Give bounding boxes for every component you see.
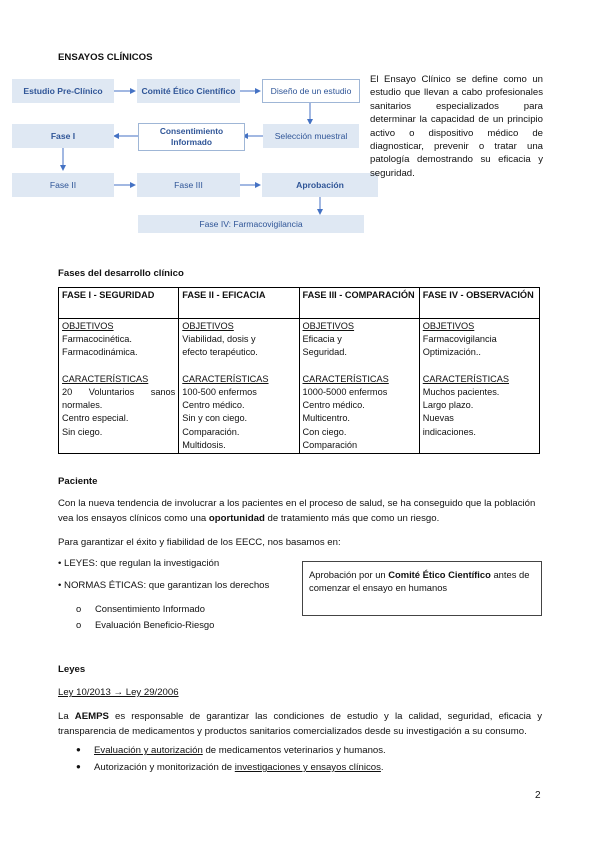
flow-box-diseno: Diseño de un estudio [262, 79, 360, 103]
text: antes de comenzar el ensayo en humanos [309, 569, 530, 594]
caracteristicas-label: CARACTERÍSTICAS [302, 373, 389, 384]
text: Autorización y monitorización de [94, 762, 235, 773]
intro-definition: El Ensayo Clínico se define como un estudio que llevan a cabo profesionales sanitarios especializados para determinar la capacidad de un principio activo o dispositivo médico de diagnosticar, prevenir o tratar una patología demostrando su eficacia y seguridad. [370, 74, 543, 179]
page-number: 2 [535, 790, 541, 801]
flow-box-aprobacion: Aprobación [262, 173, 378, 197]
cell-text: Viabilidad, dosis y [182, 334, 256, 345]
cell-text: Sin ciego. [62, 426, 103, 437]
flow-box-seleccion: Selección muestral [263, 124, 359, 148]
text: Evaluación y autorización [94, 745, 203, 756]
caracteristicas-label: CARACTERÍSTICAS [182, 373, 269, 384]
text: Aprobación por un [309, 569, 389, 580]
text: Con la nueva tendencia de involucrar a los pacientes en el proceso de salud, se ha conseguido que la población vea los ensayos clínicos como una [58, 498, 536, 524]
cell-text: 100-500 enfermos [182, 387, 257, 397]
phases-table [58, 287, 540, 454]
flow-box-fase3: Fase III [137, 173, 240, 197]
cell-text: Comparación [302, 439, 358, 450]
emphasis: Comité Ético Científico [388, 569, 491, 580]
cell-text: Seguridad. [302, 347, 347, 358]
objetivos-label: OBJETIVOS [182, 321, 234, 331]
header-fase1: FASE I - SEGURIDAD [59, 288, 179, 319]
cell-text: Centro especial. [62, 413, 129, 424]
bullet-evaluacion [94, 745, 386, 756]
flow-box-fase4: Fase IV: Farmacovigilancia [138, 215, 364, 233]
leyes-heading: Leyes [58, 664, 86, 675]
bullet-marker: ● [76, 745, 81, 754]
caracteristicas-label: CARACTERÍSTICAS [422, 373, 510, 384]
text: . [380, 762, 384, 773]
objetivos-label: OBJETIVOS [302, 321, 355, 331]
cell-text: Muchos pacientes. [422, 387, 500, 397]
header-fase3: FASE III - COMPARACIÓN [299, 288, 419, 319]
sub-bullet-marker: o [76, 619, 82, 630]
header-fase4: FASE IV - OBSERVACIÓN [419, 288, 539, 319]
cell-text: Multicentro. [302, 413, 350, 424]
cell-text: normales. [62, 400, 103, 411]
cell-text: Farmacovigilancia [422, 334, 497, 345]
cell-text: Comparación. [182, 426, 240, 437]
caracteristicas-label: CARACTERÍSTICAS [62, 373, 149, 384]
cell-text: indicaciones. [422, 426, 476, 437]
objetivos-label: OBJETIVOS [422, 321, 475, 331]
flow-box-fase2: Fase II [12, 173, 114, 197]
cell-text: Eficacia y [302, 334, 342, 345]
cell-text: Farmacodinámica. [62, 347, 138, 358]
text: de tratamiento más que como un riesgo. [264, 513, 440, 524]
cell-fase2 [179, 319, 299, 454]
law-reference: Ley 10/2013 → Ley 29/2006 [58, 687, 179, 698]
bullet-autorizacion [94, 762, 384, 773]
sub-bullet-evaluacion: Evaluación Beneficio-Riesgo [95, 619, 215, 630]
cell-text: Centro médico. [182, 400, 245, 411]
text: es responsable de garantizar las condiciones de estudio y la calidad, seguridad, eficacia y transparencia de medicamentos y productos sanitarios comercializados desde su investigación a su consumo. [58, 711, 542, 737]
text: La [58, 711, 75, 722]
bullet-normas: • NORMAS ÉTICAS: que garantizan los derechos [58, 580, 270, 591]
cell-fase3 [299, 319, 419, 454]
text: investigaciones y ensayos clínicos [234, 762, 381, 773]
sub-bullet-consentimiento: Consentimiento Informado [95, 603, 205, 614]
document-title: ENSAYOS CLÍNICOS [58, 52, 153, 63]
paciente-heading: Paciente [58, 476, 98, 487]
bullet-marker: ● [76, 762, 81, 771]
cell-fase4 [419, 319, 539, 454]
cell-text: Nuevas [422, 413, 454, 424]
text: de medicamentos veterinarios y humanos. [202, 745, 386, 756]
bullet-leyes: • LEYES: que regulan la investigación [58, 558, 220, 569]
table-title: Fases del desarrollo clínico [58, 268, 184, 279]
cell-text: Centro médico. [302, 400, 365, 411]
cell-text: Multidosis. [182, 439, 226, 450]
cell-text: Optimización.. [422, 347, 481, 358]
cell-fase1 [59, 319, 179, 454]
cell-text: 1000-5000 enfermos [302, 387, 388, 397]
emphasis: AEMPS [74, 711, 109, 722]
flow-box-fase1: Fase I [12, 124, 114, 148]
cell-text: Sin y con ciego. [182, 413, 248, 424]
callout-box [302, 561, 542, 616]
flow-box-comite: Comité Ético Científico [137, 79, 240, 103]
flow-box-preclinico: Estudio Pre-Clínico [12, 79, 114, 103]
aemps-paragraph [58, 709, 542, 739]
flow-box-consentimiento: Consentimiento Informado [138, 123, 245, 151]
objetivos-label: OBJETIVOS [62, 321, 114, 331]
emphasis: oportunidad [208, 513, 265, 524]
cell-text: Farmacocinética. [62, 334, 132, 345]
cell-text: 20 Voluntarios sanos [62, 387, 176, 397]
sub-bullet-marker: o [76, 603, 82, 614]
cell-text: Largo plazo. [422, 400, 474, 411]
header-fase2: FASE II - EFICACIA [179, 288, 299, 319]
cell-text: Con ciego. [302, 426, 347, 437]
paciente-paragraph-2: Para garantizar el éxito y fiabilidad de los EECC, nos basamos en: [58, 537, 341, 548]
cell-text: efecto terapéutico. [182, 347, 258, 358]
paciente-paragraph [58, 496, 542, 526]
